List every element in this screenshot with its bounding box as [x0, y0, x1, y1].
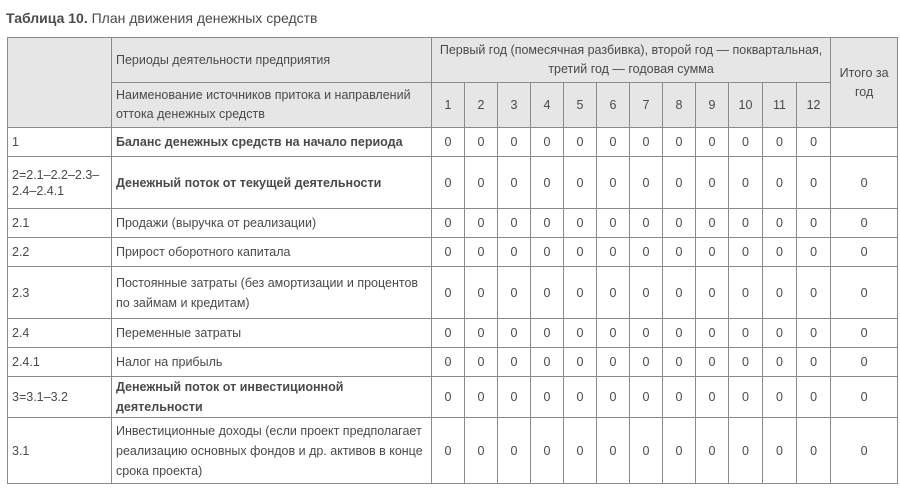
row-value-month-12: 0	[797, 319, 831, 348]
row-name: Продажи (выручка от реализации)	[112, 209, 432, 238]
row-value-month-11: 0	[763, 238, 797, 267]
row-value-month-7: 0	[630, 348, 663, 377]
row-name: Денежный поток от текущей деятельности	[112, 157, 432, 209]
row-value-month-11: 0	[763, 209, 797, 238]
row-name: Денежный поток от инвестиционной деятельности	[112, 377, 432, 418]
table-caption-text: План движения денежных средств	[91, 10, 318, 26]
row-value-month-10: 0	[729, 267, 763, 319]
row-value-month-3: 0	[498, 157, 531, 209]
row-value-month-6: 0	[597, 377, 630, 418]
row-value-month-12: 0	[797, 128, 831, 157]
row-value-month-12: 0	[797, 267, 831, 319]
row-value-month-3: 0	[498, 267, 531, 319]
row-value-month-9: 0	[696, 209, 729, 238]
row-total: 0	[831, 377, 898, 418]
header-corner-cell	[8, 38, 112, 128]
row-value-month-3: 0	[498, 418, 531, 484]
row-name: Инвестиционные доходы (если проект предполагает реализацию основных фондов и др. активов в конце срока проекта)	[112, 418, 432, 484]
header-period-span-cell	[432, 38, 831, 83]
month-header-9: 9	[696, 83, 729, 128]
cash-flow-table	[7, 37, 898, 484]
month-header-2: 2	[465, 83, 498, 128]
table-row	[8, 209, 898, 238]
row-total: 0	[831, 157, 898, 209]
row-value-month-2: 0	[465, 267, 498, 319]
row-value-month-11: 0	[763, 267, 797, 319]
row-code: 1	[8, 128, 112, 157]
row-total	[831, 128, 898, 157]
row-value-month-1: 0	[432, 319, 465, 348]
table-row	[8, 319, 898, 348]
row-value-month-9: 0	[696, 157, 729, 209]
row-value-month-3: 0	[498, 128, 531, 157]
row-value-month-9: 0	[696, 267, 729, 319]
header-total-label: Итого за год	[839, 65, 889, 99]
row-value-month-1: 0	[432, 157, 465, 209]
row-value-month-8: 0	[663, 348, 696, 377]
header-periods-label: Периоды деятельности предприятия	[116, 53, 331, 67]
row-code: 3=3.1–3.2	[8, 377, 112, 418]
table-row	[8, 157, 898, 209]
row-value-month-8: 0	[663, 238, 696, 267]
month-header-1: 1	[432, 83, 465, 128]
row-value-month-4: 0	[531, 128, 564, 157]
row-value-month-11: 0	[763, 128, 797, 157]
row-value-month-5: 0	[564, 348, 597, 377]
row-code: 2.1	[8, 209, 112, 238]
month-header-8: 8	[663, 83, 696, 128]
row-value-month-2: 0	[465, 348, 498, 377]
row-value-month-12: 0	[797, 238, 831, 267]
row-value-month-1: 0	[432, 377, 465, 418]
header-period-span-label: Первый год (помесячная разбивка), второй год — поквартальная, третий год — годовая сумма	[439, 43, 823, 76]
row-value-month-10: 0	[729, 377, 763, 418]
row-code: 2.3	[8, 267, 112, 319]
row-value-month-9: 0	[696, 418, 729, 484]
month-header-6: 6	[597, 83, 630, 128]
row-value-month-5: 0	[564, 157, 597, 209]
row-code: 2.4	[8, 319, 112, 348]
month-header-3: 3	[498, 83, 531, 128]
row-value-month-11: 0	[763, 418, 797, 484]
row-value-month-1: 0	[432, 348, 465, 377]
row-total: 0	[831, 267, 898, 319]
row-value-month-2: 0	[465, 377, 498, 418]
row-code: 3.1	[8, 418, 112, 484]
month-header-4: 4	[531, 83, 564, 128]
row-value-month-10: 0	[729, 418, 763, 484]
row-value-month-12: 0	[797, 157, 831, 209]
row-value-month-12: 0	[797, 348, 831, 377]
row-value-month-1: 0	[432, 209, 465, 238]
header-periods-cell	[112, 38, 432, 83]
row-value-month-6: 0	[597, 157, 630, 209]
table-row	[8, 128, 898, 157]
row-value-month-3: 0	[498, 377, 531, 418]
row-value-month-5: 0	[564, 238, 597, 267]
row-value-month-11: 0	[763, 348, 797, 377]
header-names-cell	[112, 83, 432, 128]
row-value-month-10: 0	[729, 238, 763, 267]
row-value-month-8: 0	[663, 377, 696, 418]
row-value-month-1: 0	[432, 418, 465, 484]
row-value-month-7: 0	[630, 418, 663, 484]
row-value-month-7: 0	[630, 157, 663, 209]
row-value-month-4: 0	[531, 319, 564, 348]
row-value-month-2: 0	[465, 209, 498, 238]
row-value-month-6: 0	[597, 128, 630, 157]
row-value-month-11: 0	[763, 377, 797, 418]
row-value-month-8: 0	[663, 267, 696, 319]
table-row	[8, 348, 898, 377]
row-name: Постоянные затраты (без амортизации и процентов по займам и кредитам)	[112, 267, 432, 319]
row-value-month-6: 0	[597, 319, 630, 348]
row-total: 0	[831, 348, 898, 377]
table-row	[8, 377, 898, 418]
row-value-month-8: 0	[663, 319, 696, 348]
row-value-month-7: 0	[630, 238, 663, 267]
table-caption	[6, 8, 317, 28]
row-value-month-9: 0	[696, 377, 729, 418]
row-total: 0	[831, 418, 898, 484]
row-value-month-4: 0	[531, 418, 564, 484]
row-value-month-1: 0	[432, 128, 465, 157]
row-value-month-2: 0	[465, 238, 498, 267]
row-total: 0	[831, 238, 898, 267]
header-total-cell	[831, 38, 898, 128]
row-total: 0	[831, 209, 898, 238]
row-value-month-9: 0	[696, 319, 729, 348]
row-value-month-10: 0	[729, 128, 763, 157]
row-value-month-5: 0	[564, 418, 597, 484]
table-caption-label: Таблица 10.	[6, 10, 88, 26]
row-value-month-6: 0	[597, 238, 630, 267]
row-value-month-5: 0	[564, 377, 597, 418]
month-header-11: 11	[763, 83, 797, 128]
row-value-month-9: 0	[696, 128, 729, 157]
row-value-month-10: 0	[729, 348, 763, 377]
row-value-month-4: 0	[531, 267, 564, 319]
table-row	[8, 238, 898, 267]
row-value-month-5: 0	[564, 267, 597, 319]
row-value-month-11: 0	[763, 319, 797, 348]
row-value-month-5: 0	[564, 209, 597, 238]
row-value-month-7: 0	[630, 319, 663, 348]
row-value-month-12: 0	[797, 418, 831, 484]
row-value-month-4: 0	[531, 209, 564, 238]
row-value-month-6: 0	[597, 209, 630, 238]
row-value-month-4: 0	[531, 348, 564, 377]
row-value-month-8: 0	[663, 157, 696, 209]
row-value-month-7: 0	[630, 377, 663, 418]
row-value-month-6: 0	[597, 418, 630, 484]
row-total: 0	[831, 319, 898, 348]
row-value-month-3: 0	[498, 319, 531, 348]
row-value-month-1: 0	[432, 238, 465, 267]
table-row	[8, 418, 898, 484]
row-value-month-7: 0	[630, 209, 663, 238]
row-value-month-5: 0	[564, 128, 597, 157]
row-code: 2.2	[8, 238, 112, 267]
row-value-month-3: 0	[498, 348, 531, 377]
row-value-month-2: 0	[465, 319, 498, 348]
row-value-month-4: 0	[531, 157, 564, 209]
row-value-month-8: 0	[663, 128, 696, 157]
row-value-month-12: 0	[797, 209, 831, 238]
row-value-month-2: 0	[465, 128, 498, 157]
row-value-month-9: 0	[696, 238, 729, 267]
row-value-month-4: 0	[531, 377, 564, 418]
row-value-month-6: 0	[597, 348, 630, 377]
row-name: Прирост оборотного капитала	[112, 238, 432, 267]
row-value-month-8: 0	[663, 209, 696, 238]
row-name: Переменные затраты	[112, 319, 432, 348]
month-header-10: 10	[729, 83, 763, 128]
row-code: 2=2.1–2.2–2.3–2.4–2.4.1	[8, 157, 112, 209]
row-value-month-9: 0	[696, 348, 729, 377]
row-value-month-12: 0	[797, 377, 831, 418]
row-value-month-2: 0	[465, 418, 498, 484]
row-value-month-8: 0	[663, 418, 696, 484]
row-value-month-7: 0	[630, 128, 663, 157]
row-value-month-6: 0	[597, 267, 630, 319]
month-header-7: 7	[630, 83, 663, 128]
row-value-month-7: 0	[630, 267, 663, 319]
row-value-month-3: 0	[498, 209, 531, 238]
row-code: 2.4.1	[8, 348, 112, 377]
row-value-month-11: 0	[763, 157, 797, 209]
month-header-12: 12	[797, 83, 831, 128]
month-header-5: 5	[564, 83, 597, 128]
row-value-month-1: 0	[432, 267, 465, 319]
row-name: Налог на прибыль	[112, 348, 432, 377]
table-row	[8, 267, 898, 319]
row-value-month-10: 0	[729, 209, 763, 238]
row-value-month-10: 0	[729, 319, 763, 348]
row-value-month-4: 0	[531, 238, 564, 267]
row-value-month-3: 0	[498, 238, 531, 267]
row-value-month-5: 0	[564, 319, 597, 348]
row-name: Баланс денежных средств на начало периода	[112, 128, 432, 157]
row-value-month-10: 0	[729, 157, 763, 209]
row-value-month-2: 0	[465, 157, 498, 209]
header-names-label: Наименование источников притока и направлений оттока денежных средств	[116, 88, 411, 121]
